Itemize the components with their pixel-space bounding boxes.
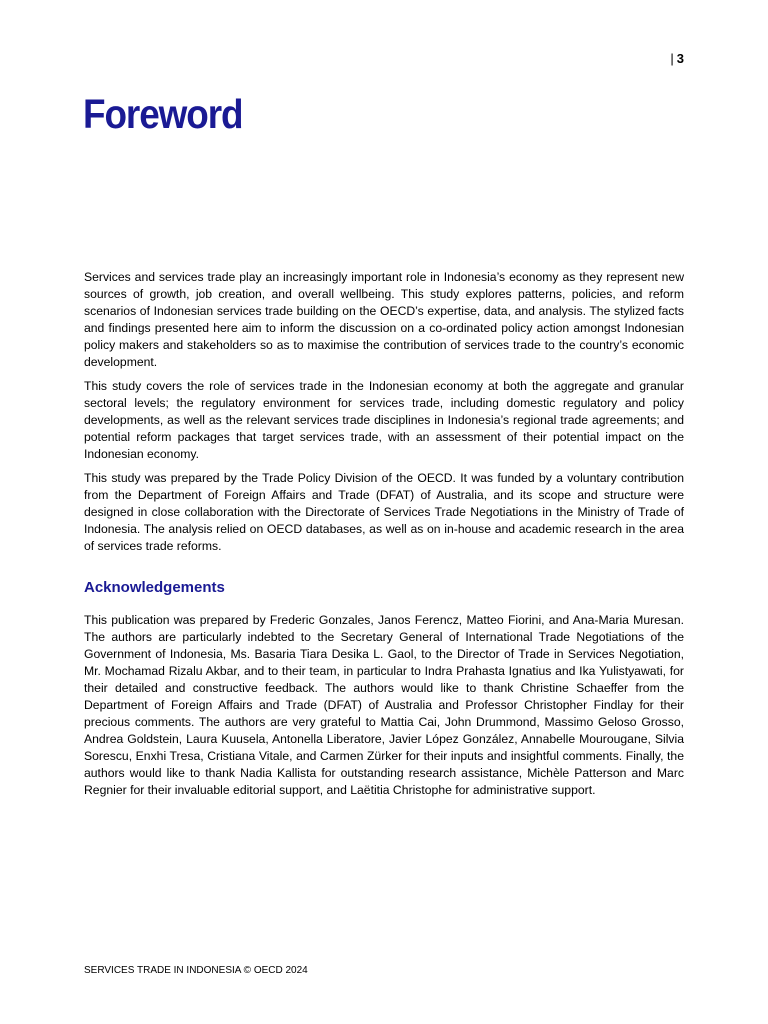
page-footer: SERVICES TRADE IN INDONESIA © OECD 2024	[84, 965, 308, 976]
intro-paragraph-1: Services and services trade play an increasingly important role in Indonesia’s economy as they represent new sources of growth, job creation, and overall wellbeing. This study explores patterns, policies, and reform scenarios of Indonesian services trade building on the OECD’s expertise, data, and analysis. The stylized facts and findings presented here aim to inform the discussion on a co-ordinated policy action amongst Indonesian policy makers and stakeholders so as to maximise the contribution of services trade to the country’s economic development.	[84, 270, 684, 369]
intro-paragraph-2: This study covers the role of services trade in the Indonesian economy at both the aggregate and granular sectoral levels; the regulatory environment for services trade, including domestic regulatory and policy developments, as well as the relevant services trade disciplines in Indonesia’s regional trade agreements; and potential reform packages that target services trade, with an assessment of their potential impact on the Indonesian economy.	[84, 379, 684, 461]
page-number-separator: |	[670, 51, 674, 66]
acknowledgements-heading: Acknowledgements	[84, 579, 225, 596]
intro-paragraph-3: This study was prepared by the Trade Policy Division of the OECD. It was funded by a voluntary contribution from the Department of Foreign Affairs and Trade (DFAT) of Australia, and its scope and structure were designed in close collaboration with the Directorate of Services Trade Negotiations in the Ministry of Trade of Indonesia. The analysis relied on OECD databases, as well as on in-house and academic research in the area of services trade reforms.	[84, 471, 684, 553]
page-number	[670, 51, 684, 67]
page-number-value: 3	[676, 51, 684, 66]
page-title: Foreword	[83, 91, 243, 137]
main-content	[84, 269, 684, 806]
acknowledgements-paragraph: This publication was prepared by Frederic Gonzales, Janos Ferencz, Matteo Fiorini, and Ana-Maria Muresan. The authors are particularly indebted to the Secretary General of International Trade Negotiations of the Government of Indonesia, Ms. Basaria Tiara Desika L. Gaol, to the Director of Trade in Services Negotiation, Mr. Mochamad Rizalu Akbar, and to their team, in particular to Indra Prahasta Ignatius and Ika Yulistyawati, for their detailed and constructive feedback. The authors would like to thank Christine Schaeffer from the Department of Foreign Affairs and Trade (DFAT) of Australia and Professor Christopher Findlay for their precious comments. The authors are very grateful to Mattia Cai, John Drummond, Massimo Geloso Grosso, Andrea Goldstein, Laura Kuusela, Antonella Liberatore, Javier López González, Annabelle Mourougane, Silvia Sorescu, Enxhi Tresa, Cristiana Vitale, and Carmen Zürker for their inputs and insightful comments. Finally, the authors would like to thank Nadia Kallista for outstanding research assistance, Michèle Patterson and Marc Regnier for their invaluable editorial support, and Laëtitia Christophe for administrative support.	[84, 613, 684, 797]
